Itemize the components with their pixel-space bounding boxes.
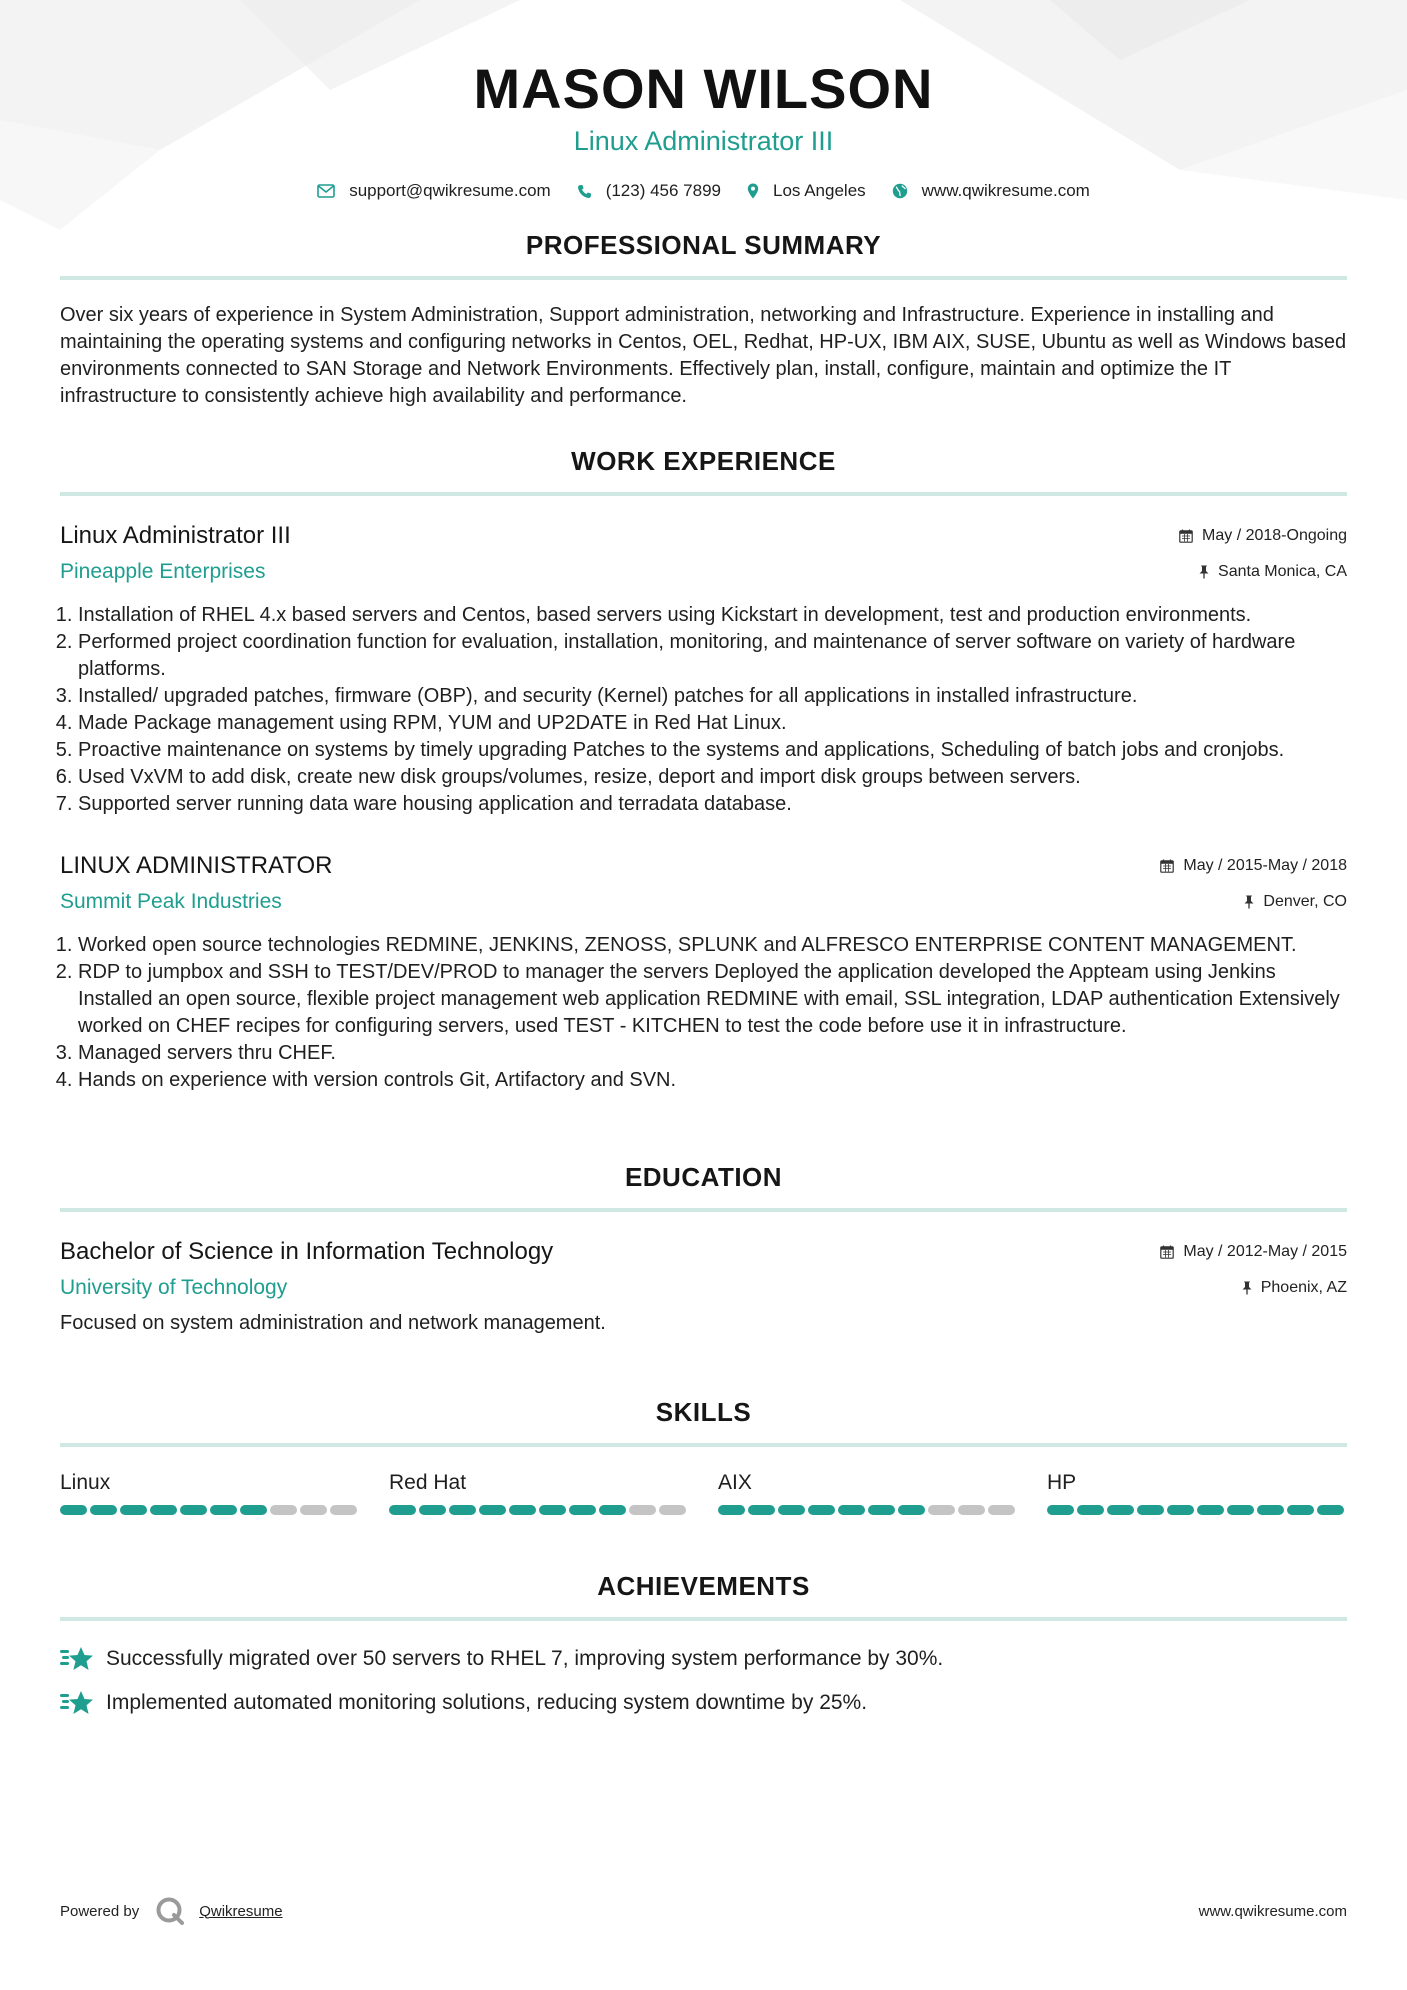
job-duties [60,602,1347,818]
star-badge-icon [60,1645,94,1673]
skill-segment-filled [1137,1505,1164,1515]
resume-header [60,0,1347,206]
calendar-icon [1179,529,1193,543]
skill-segment-filled [509,1505,536,1515]
skill-segment-filled [120,1505,147,1515]
achievement-item [60,1643,1347,1675]
skill-segment-filled [1197,1505,1224,1515]
skill-segment-filled [1107,1505,1134,1515]
contact-phone[interactable] [577,181,721,201]
job-entry [60,850,1347,1094]
education-location-text: Phoenix, AZ [1260,1279,1347,1296]
skill-segment-filled [180,1505,207,1515]
skill-segment-empty [629,1505,656,1515]
job-duties [60,932,1347,1094]
skill-segment-filled [748,1505,775,1515]
skill-segment-empty [659,1505,686,1515]
education-section [60,1160,1347,1337]
skill-segment-filled [718,1505,745,1515]
duty-item: 1. Worked open source technologies REDMINE, JENKINS, ZENOSS, SPLUNK and ALFRESCO ENTERPRISE CONTENT MANAGEMENT. [78,932,1347,959]
duty-item: 6. Used VxVM to add disk, create new disk groups/volumes, resize, deport and import disk groups between servers. [78,764,1347,791]
job-location-text: Denver, CO [1263,893,1347,910]
skill-segment-empty [928,1505,955,1515]
skill-segment-empty [270,1505,297,1515]
contact-bar [60,176,1347,206]
skills-heading: SKILLS [655,1397,752,1427]
skills-divider [60,1443,1347,1447]
pushpin-icon [1242,1281,1252,1295]
duty-item: 1. Installation of RHEL 4.x based servers and Centos, based servers using Kickstart in development, test and production environments. [78,602,1347,629]
summary-text: Over six years of experience in System Administration, Support administration, networking and Infrastructure. Experience in installing and maintaining the operating systems and configuring networks in Centos, OEL, Redhat, HP-UX, IBM AIX, SUSE, Ubuntu as well as Windows based environments connected to SAN Storage and Network Environments. Effectively plan, install, configure, maintain and optimize the IT infrastructure to consistently achieve high availability and performance. [60,304,1347,407]
work-divider [60,492,1347,496]
education-location [1242,1279,1347,1297]
skill-item [389,1469,689,1515]
contact-email[interactable] [317,181,551,201]
achievements-divider [60,1617,1347,1621]
powered-by [60,1896,283,1926]
duty-item: 3. Installed/ upgraded patches, firmware (OBP), and security (Kernel) patches for all applications in installed infrastructure. [78,683,1347,710]
skill-segment-filled [150,1505,177,1515]
skill-segment-filled [419,1505,446,1515]
skill-segment-filled [90,1505,117,1515]
skill-segment-filled [539,1505,566,1515]
star-badge-icon [60,1689,94,1717]
skill-segment-filled [898,1505,925,1515]
job-date-text: May / 2015-May / 2018 [1183,857,1347,874]
phone-icon [577,184,592,199]
achievement-text: Implemented automated monitoring solutions, reducing system downtime by 25%. [106,1691,868,1714]
skill-segment-filled [1317,1505,1344,1515]
skill-level-meter [1047,1505,1347,1515]
job-location [1199,563,1347,581]
skill-segment-empty [300,1505,327,1515]
contact-phone-text: (123) 456 7899 [605,181,722,200]
skill-segment-empty [988,1505,1015,1515]
powered-by-label: Powered by [60,1902,140,1920]
work-heading: WORK EXPERIENCE [571,446,836,476]
skill-segment-filled [449,1505,476,1515]
skill-level-meter [389,1505,689,1515]
job-location-text: Santa Monica, CA [1218,563,1347,580]
skill-segment-empty [330,1505,357,1515]
map-pin-icon [747,183,759,199]
skill-segment-filled [778,1505,805,1515]
pushpin-icon [1199,565,1209,579]
contact-website-text: www.qwikresume.com [921,181,1090,200]
degree-title: Bachelor of Science in Information Technology [60,1238,554,1265]
achievement-item [60,1687,1347,1719]
job-date [1160,857,1347,875]
skill-level-meter [718,1505,1018,1515]
skill-segment-filled [1257,1505,1284,1515]
achievements-section [60,1569,1347,1719]
job-entry [60,520,1347,818]
skill-segment-empty [958,1505,985,1515]
skill-name: Linux [60,1471,111,1494]
duty-item: 2. RDP to jumpbox and SSH to TEST/DEV/PROD to manager the servers Deployed the application developed the Appteam using Jenkins Installed an open source, flexible project management web application REDMINE with email, SSL integration, LDAP authentication Extensively worked on CHEF recipes for configuring servers, used TEST - KITCHEN to test the code before use it in infrastructure. [78,959,1347,1040]
skill-segment-filled [868,1505,895,1515]
skill-segment-filled [210,1505,237,1515]
skill-item [60,1469,360,1515]
achievements-list [60,1643,1347,1719]
skill-segment-filled [1167,1505,1194,1515]
job-company: Pineapple Enterprises [60,560,266,583]
education-date-text: May / 2012-May / 2015 [1183,1243,1347,1260]
duty-item: 2. Performed project coordination function for evaluation, installation, monitoring, and maintenance of server software on variety of hardware platforms. [78,629,1347,683]
education-heading: EDUCATION [624,1162,783,1192]
school-name: University of Technology [60,1276,288,1299]
summary-heading: PROFESSIONAL SUMMARY [525,230,882,260]
candidate-role: Linux Administrator III [573,126,834,156]
skill-name: Red Hat [389,1471,467,1494]
achievement-text: Successfully migrated over 50 servers to RHEL 7, improving system performance by 30%. [106,1647,944,1670]
skills-section [60,1395,1347,1515]
duty-item: 3. Managed servers thru CHEF. [78,1040,1347,1067]
calendar-icon [1160,1245,1174,1259]
calendar-icon [1160,859,1174,873]
contact-email-text: support@qwikresume.com [349,181,551,200]
contact-location [747,181,866,201]
skill-item [1047,1469,1347,1515]
education-date [1160,1243,1347,1261]
achievements-heading: ACHIEVEMENTS [597,1571,810,1601]
skill-name: HP [1047,1471,1077,1494]
summary-divider [60,276,1347,280]
skill-item [718,1469,1018,1515]
envelope-icon [317,184,335,198]
skill-name: AIX [718,1471,752,1494]
skills-list [60,1469,1347,1515]
skill-segment-filled [60,1505,87,1515]
pushpin-icon [1244,895,1254,909]
q-logo-icon [155,1896,185,1926]
skill-segment-filled [838,1505,865,1515]
duty-item: 7. Supported server running data ware housing application and terradata database. [78,791,1347,818]
skill-level-meter [60,1505,360,1515]
contact-location-text: Los Angeles [773,181,866,200]
skill-segment-filled [479,1505,506,1515]
work-section [60,444,1347,1094]
footer-website[interactable]: www.qwikresume.com [1198,1902,1347,1920]
summary-section [60,228,1347,410]
job-title: Linux Administrator III [60,522,291,549]
skill-segment-filled [1047,1505,1074,1515]
education-divider [60,1208,1347,1212]
skill-segment-filled [240,1505,267,1515]
skill-segment-filled [389,1505,416,1515]
skill-segment-filled [1227,1505,1254,1515]
skill-segment-filled [1287,1505,1314,1515]
candidate-name: MASON WILSON [473,57,934,120]
qwikresume-link[interactable]: Qwikresume [199,1902,283,1920]
skill-segment-filled [569,1505,596,1515]
job-date-text: May / 2018-Ongoing [1202,527,1347,544]
contact-website[interactable] [892,181,1090,201]
education-description: Focused on system administration and network management. [60,1312,606,1334]
page-footer [60,1896,1347,1926]
education-entry [60,1236,1347,1337]
job-date [1179,527,1347,545]
skill-segment-filled [1077,1505,1104,1515]
duty-item: 4. Hands on experience with version controls Git, Artifactory and SVN. [78,1067,1347,1094]
duty-item: 4. Made Package management using RPM, YUM and UP2DATE in Red Hat Linux. [78,710,1347,737]
skill-segment-filled [599,1505,626,1515]
globe-icon [892,183,908,199]
job-location [1244,893,1347,911]
skill-segment-filled [808,1505,835,1515]
job-company: Summit Peak Industries [60,890,282,913]
job-title: LINUX ADMINISTRATOR [60,852,333,879]
duty-item: 5. Proactive maintenance on systems by timely upgrading Patches to the systems and applications, Scheduling of batch jobs and cronjobs. [78,737,1347,764]
